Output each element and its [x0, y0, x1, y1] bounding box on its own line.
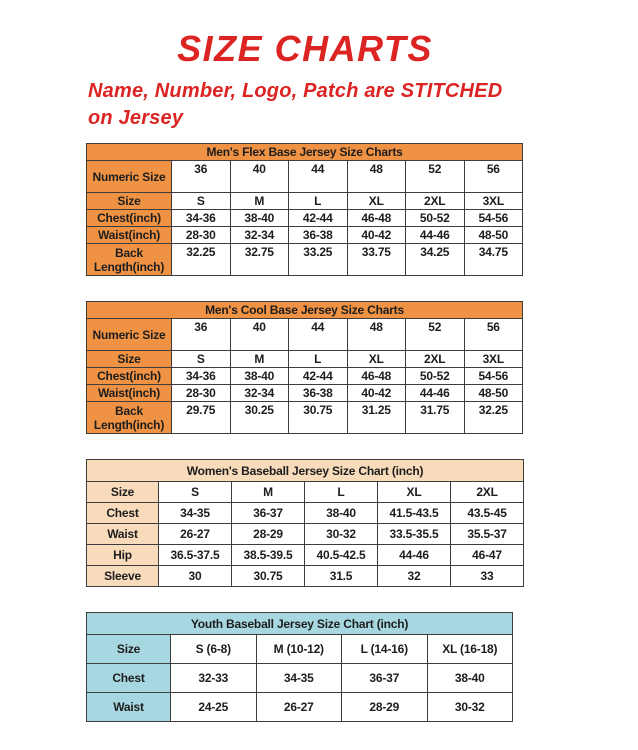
table-title-row: [87, 613, 513, 635]
cell-value: 38-40: [305, 503, 378, 524]
cell-value: 40-42: [347, 385, 406, 402]
cell-value: 43.5-45: [451, 503, 524, 524]
cell-value: 28-29: [342, 693, 428, 722]
size-table-womens-baseball: [86, 459, 524, 587]
cell-value: 54-56: [464, 210, 523, 227]
cell-value: M: [232, 482, 305, 503]
cell-value: 32-33: [171, 664, 257, 693]
cell-value: 24-25: [171, 693, 257, 722]
table-title-row: [87, 144, 523, 161]
cell-value: 34-35: [159, 503, 232, 524]
table-row: [87, 524, 524, 545]
cell-value: 38-40: [427, 664, 513, 693]
table-row: [87, 193, 523, 210]
table-row: [87, 319, 523, 351]
cell-value: M (10-12): [256, 635, 342, 664]
cell-value: S: [172, 193, 231, 210]
row-label: Numeric Size: [87, 161, 172, 193]
table-title: Men's Cool Base Jersey Size Charts: [87, 302, 523, 319]
row-label: Chest(inch): [87, 210, 172, 227]
cell-value: 33.75: [347, 244, 406, 276]
cell-value: 34.75: [464, 244, 523, 276]
table-row: [87, 664, 513, 693]
cell-value: L: [289, 193, 348, 210]
cell-value: 36-38: [289, 385, 348, 402]
cell-value: 33: [451, 566, 524, 587]
cell-value: 30.75: [289, 402, 348, 434]
table-row: [87, 385, 523, 402]
cell-value: 52: [406, 161, 465, 193]
table-row: [87, 545, 524, 566]
cell-value: M: [230, 351, 289, 368]
cell-value: 34-35: [256, 664, 342, 693]
row-label: Sleeve: [87, 566, 159, 587]
table-row: [87, 503, 524, 524]
cell-value: 44: [289, 161, 348, 193]
table-title-row: [87, 460, 524, 482]
row-label: Back Length(inch): [87, 402, 172, 434]
table-title-row: [87, 302, 523, 319]
cell-value: 26-27: [256, 693, 342, 722]
cell-value: 44-46: [406, 385, 465, 402]
row-label: Size: [87, 351, 172, 368]
row-label: Chest(inch): [87, 368, 172, 385]
cell-value: 44: [289, 319, 348, 351]
cell-value: 30-32: [427, 693, 513, 722]
cell-value: 48: [347, 161, 406, 193]
cell-value: 36.5-37.5: [159, 545, 232, 566]
cell-value: XL: [378, 482, 451, 503]
cell-value: S (6-8): [171, 635, 257, 664]
cell-value: 38-40: [230, 368, 289, 385]
cell-value: 40: [230, 161, 289, 193]
cell-value: L: [289, 351, 348, 368]
cell-value: 48-50: [464, 227, 523, 244]
cell-value: 2XL: [406, 351, 465, 368]
cell-value: 36-37: [342, 664, 428, 693]
row-label: Numeric Size: [87, 319, 172, 351]
table-title: Youth Baseball Jersey Size Chart (inch): [87, 613, 513, 635]
cell-value: 30.25: [230, 402, 289, 434]
cell-value: 2XL: [406, 193, 465, 210]
table-row: [87, 351, 523, 368]
cell-value: 32.25: [172, 244, 231, 276]
row-label: Waist: [87, 693, 171, 722]
row-label: Chest: [87, 503, 159, 524]
table-row: [87, 402, 523, 434]
cell-value: L: [305, 482, 378, 503]
cell-value: 32.75: [230, 244, 289, 276]
row-label: Waist(inch): [87, 227, 172, 244]
cell-value: 32: [378, 566, 451, 587]
cell-value: 40: [230, 319, 289, 351]
cell-value: 36: [172, 319, 231, 351]
cell-value: XL (16-18): [427, 635, 513, 664]
cell-value: 30: [159, 566, 232, 587]
cell-value: 41.5-43.5: [378, 503, 451, 524]
cell-value: 36-37: [232, 503, 305, 524]
cell-value: 36-38: [289, 227, 348, 244]
cell-value: S: [159, 482, 232, 503]
row-label: Hip: [87, 545, 159, 566]
cell-value: 35.5-37: [451, 524, 524, 545]
cell-value: 31.25: [347, 402, 406, 434]
cell-value: 2XL: [451, 482, 524, 503]
row-label: Waist(inch): [87, 385, 172, 402]
cell-value: 28-29: [232, 524, 305, 545]
cell-value: 30-32: [305, 524, 378, 545]
row-label: Waist: [87, 524, 159, 545]
cell-value: 30.75: [232, 566, 305, 587]
cell-value: 52: [406, 319, 465, 351]
cell-value: 56: [464, 161, 523, 193]
page-subtitle: Name, Number, Logo, Patch are STITCHED on Jersey: [88, 80, 503, 129]
cell-value: 48-50: [464, 385, 523, 402]
tables-container: [86, 143, 638, 722]
cell-value: 44-46: [378, 545, 451, 566]
table-row: [87, 635, 513, 664]
table-row: [87, 244, 523, 276]
cell-value: 3XL: [464, 193, 523, 210]
cell-value: 50-52: [406, 368, 465, 385]
table-row: [87, 227, 523, 244]
row-label: Chest: [87, 664, 171, 693]
cell-value: L (14-16): [342, 635, 428, 664]
size-table-mens-flex-base: [86, 143, 523, 276]
table-title: Women's Baseball Jersey Size Chart (inch): [87, 460, 524, 482]
cell-value: 34-36: [172, 210, 231, 227]
cell-value: 32-34: [230, 227, 289, 244]
row-label: Size: [87, 482, 159, 503]
cell-value: 28-30: [172, 385, 231, 402]
cell-value: 46-47: [451, 545, 524, 566]
table-row: [87, 566, 524, 587]
size-table-mens-cool-base: [86, 301, 523, 434]
table-row: [87, 210, 523, 227]
cell-value: 40-42: [347, 227, 406, 244]
cell-value: 36: [172, 161, 231, 193]
cell-value: 46-48: [347, 368, 406, 385]
cell-value: 32.25: [464, 402, 523, 434]
cell-value: 26-27: [159, 524, 232, 545]
cell-value: 44-46: [406, 227, 465, 244]
cell-value: 38.5-39.5: [232, 545, 305, 566]
table-row: [87, 368, 523, 385]
cell-value: 31.5: [305, 566, 378, 587]
row-label: Size: [87, 635, 171, 664]
cell-value: 32-34: [230, 385, 289, 402]
cell-value: XL: [347, 351, 406, 368]
row-label: Back Length(inch): [87, 244, 172, 276]
cell-value: 29.75: [172, 402, 231, 434]
cell-value: 34-36: [172, 368, 231, 385]
cell-value: XL: [347, 193, 406, 210]
cell-value: 40.5-42.5: [305, 545, 378, 566]
cell-value: 31.75: [406, 402, 465, 434]
cell-value: 34.25: [406, 244, 465, 276]
cell-value: 54-56: [464, 368, 523, 385]
cell-value: 33.5-35.5: [378, 524, 451, 545]
table-title: Men's Flex Base Jersey Size Charts: [87, 144, 523, 161]
cell-value: 50-52: [406, 210, 465, 227]
cell-value: 3XL: [464, 351, 523, 368]
table-row: [87, 693, 513, 722]
cell-value: S: [172, 351, 231, 368]
cell-value: 38-40: [230, 210, 289, 227]
table-row: [87, 161, 523, 193]
page-title: SIZE CHARTS: [177, 28, 433, 69]
cell-value: M: [230, 193, 289, 210]
table-row: [87, 482, 524, 503]
cell-value: 46-48: [347, 210, 406, 227]
cell-value: 42-44: [289, 368, 348, 385]
cell-value: 42-44: [289, 210, 348, 227]
size-table-youth-baseball: [86, 612, 513, 722]
row-label: Size: [87, 193, 172, 210]
cell-value: 48: [347, 319, 406, 351]
cell-value: 28-30: [172, 227, 231, 244]
cell-value: 56: [464, 319, 523, 351]
cell-value: 33.25: [289, 244, 348, 276]
